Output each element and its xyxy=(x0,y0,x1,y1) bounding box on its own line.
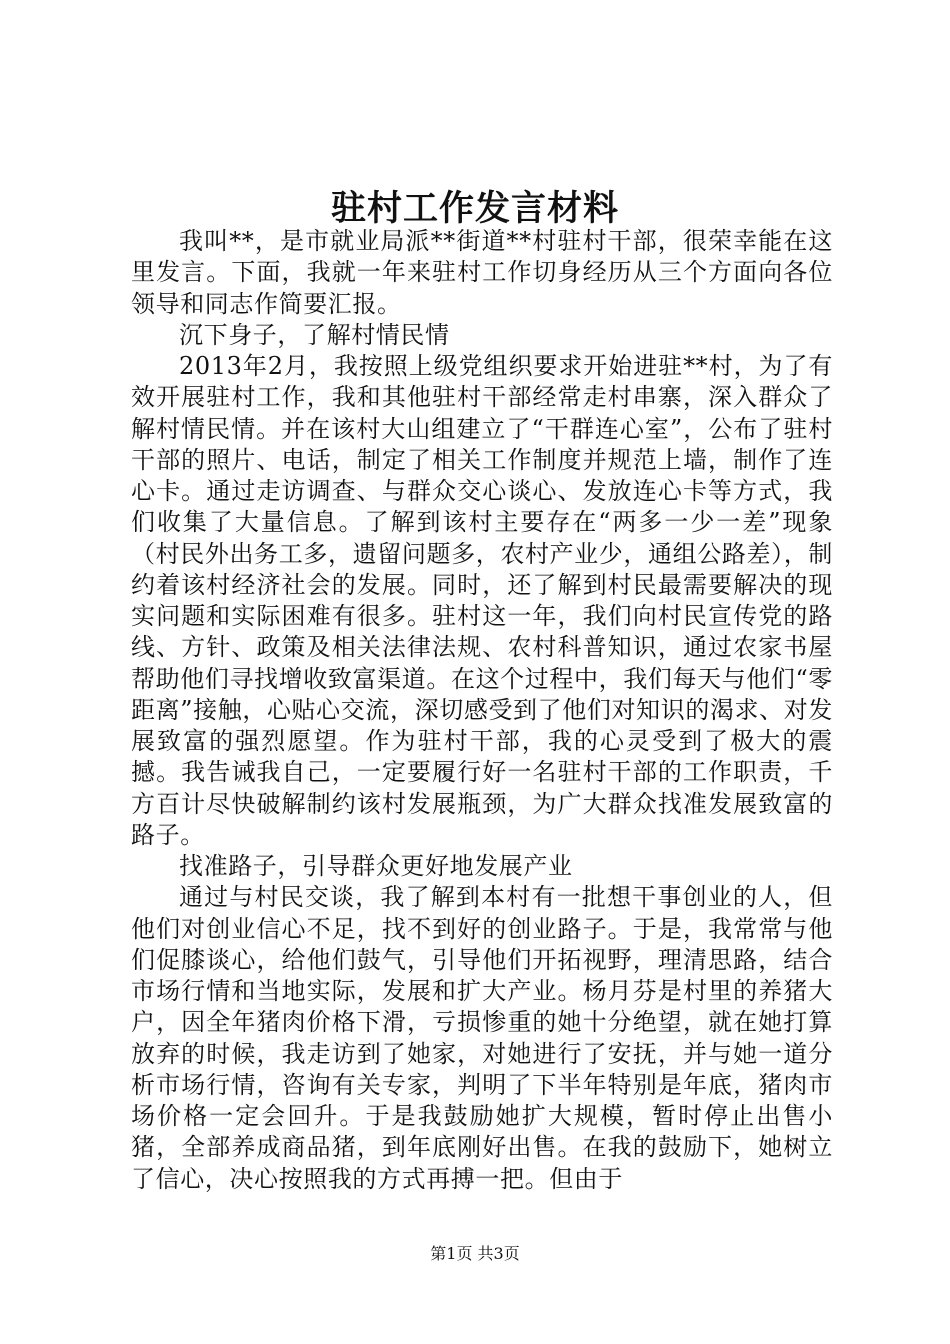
document-body xyxy=(131,226,833,1195)
section-heading: 沉下身子，了解村情民情 xyxy=(179,320,450,349)
body-paragraph: 2013年2月，我按照上级党组织要求开始进驻**村，为了有效开展驻村工作，我和其他驻村干部经常走村串寨，深入群众了解村情民情。并在该村大山组建立了“干群连心室”，公布了驻村干部的照片、电话，制定了相关工作制度并规范上墙，制作了连心卡。通过走访调查、与群众交心谈心、发放连心卡等方式，我们收集了大量信息。了解到该村主要存在“两多一少一差”现象（村民外出务工多，遗留问题多，农村产业少，通组公路差），制约着该村经济社会的发展。同时，还了解到村民最需要解决的现实问题和实际困难有很多。驻村这一年，我们向村民宣传党的路线、方针、政策及相关法律法规、农村科普知识，通过农家书屋帮助他们寻找增收致富渠道。在这个过程中，我们每天与他们“零距离”接触，心贴心交流，深切感受到了他们对知识的渴求、对发展致富的强烈愿望。作为驻村干部，我的心灵受到了极大的震撼。我告诫我自己，一定要履行好一名驻村干部的工作职责，千方百计尽快破解制约该村发展瓶颈，为广大群众找准发展致富的路子。 xyxy=(131,352,833,849)
section-heading: 找准路子，引导群众更好地发展产业 xyxy=(179,852,573,880)
document-title: 驻村工作发言材料 xyxy=(330,188,619,229)
body-paragraph: 通过与村民交谈，我了解到本村有一批想干事创业的人，但他们对创业信心不足，找不到好的创业路子。于是，我常常与他们促膝谈心，给他们鼓气，引导他们开拓视野，理清思路，结合市场行情和当地实际，发展和扩大产业。杨月芬是村里的养猪大户，因全年猪肉价格下滑，亏损惨重的她十分绝望，就在她打算放弃的时候，我走访到了她家，对她进行了安抚，并与她一道分析市场行情，咨询有关专家，判明了下半年特别是年底，猪肉市场价格一定会回升。于是我鼓励她扩大规模，暂时停止出售小猪，全部养成商品猪，到年底刚好出售。在我的鼓励下，她树立了信心，决心按照我的方式再搏一把。但由于 xyxy=(131,883,833,1193)
page-footer: 第1页 共3页 xyxy=(430,1244,520,1263)
intro-paragraph: 我叫**，是市就业局派**街道**村驻村干部，很荣幸能在这里发言。下面，我就一年来驻村工作切身经历从三个方面向各位领导和同志作简要汇报。 xyxy=(131,227,833,318)
